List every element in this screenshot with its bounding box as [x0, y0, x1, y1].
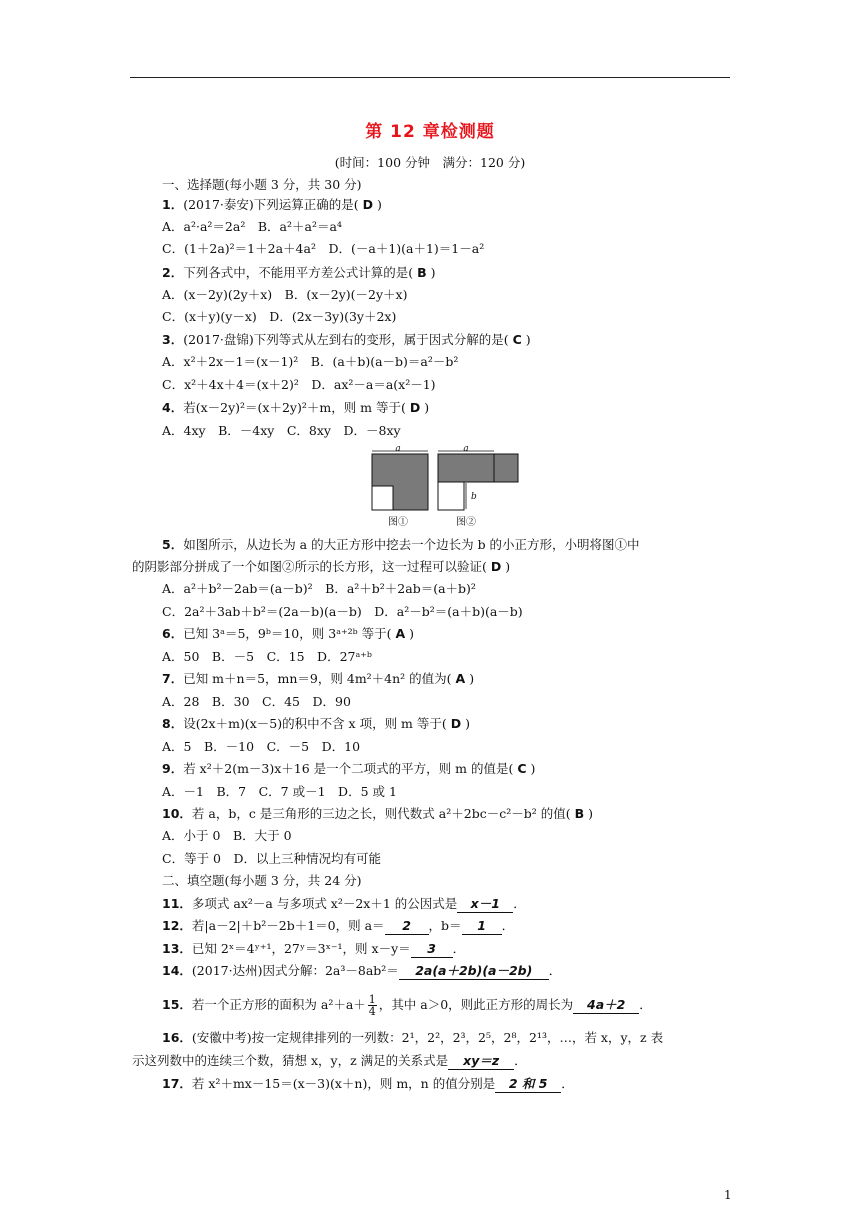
options-row: A．a²·a²＝2a² B．a²＋a²＝a⁴ — [162, 219, 342, 234]
question-5-cont: 的阴影部分拼成了一个如图②所示的长方形，这一过程可以验证( D ) — [132, 559, 511, 574]
options-row: A．5 B．－10 C．－5 D．10 — [162, 739, 361, 754]
options-row: A．50 B．－5 C．15 D．27ᵃ⁺ᵇ — [162, 649, 372, 664]
question-10: 10．若 a，b，c 是三角形的三边之长，则代数式 a²＋2bc－c²－b² 的值( B ) — [162, 806, 593, 821]
page-number: 1 — [724, 1188, 732, 1202]
answer: D — [362, 197, 373, 212]
options-row: A．(x－2y)(2y＋x) B．(x－2y)(－2y＋x) — [162, 287, 408, 302]
answer-blank: x－1 — [457, 896, 513, 913]
question-2: 2．下列各式中，不能用平方差公式计算的是( B ) — [162, 265, 436, 280]
shaded-rect-right — [494, 454, 518, 482]
options-row: A．a²＋b²－2ab＝(a－b)² B．a²＋b²＋2ab＝(a＋b)² — [162, 581, 476, 596]
question-4: 4．若(x－2y)²＝(x＋2y)²＋m，则 m 等于( D ) — [162, 400, 430, 415]
options-row: C．等于 0 D．以上三种情况均有可能 — [162, 851, 382, 866]
empty-rect — [438, 482, 464, 510]
answer-blank: 3 — [411, 941, 453, 958]
question-9: 9．若 x²＋2(m－3)x＋16 是一个二项式的平方，则 m 的值是( C ) — [162, 761, 536, 776]
answer-blank: xy＝z — [448, 1053, 514, 1070]
options-row: A．4xy B．－4xy C．8xy D．－8xy — [162, 423, 401, 438]
options-row: A．－1 B．7 C．7 或－1 D．5 或 1 — [162, 784, 397, 799]
options-row: A．28 B．30 C．45 D．90 — [162, 694, 351, 709]
small-square — [372, 486, 393, 510]
square-rectangle-figure — [368, 446, 520, 528]
answer: D — [409, 400, 421, 415]
answer: D — [490, 559, 502, 574]
answer-blank: 2 和 5 — [495, 1076, 561, 1093]
options-row: C．x²＋4x＋4＝(x＋2)² D．ax²－a＝a(x²－1) — [162, 377, 436, 392]
fraction: $\frac{1}{4}$ — [368, 993, 376, 1018]
question-17: 17．若 x²＋mx－15＝(x－3)(x＋n)，则 m，n 的值分别是 2 和 5 ． — [162, 1076, 574, 1091]
question-14: 14．(2017·达州)因式分解：2a³－8ab²＝ 2a(a＋2b)(a－2b) ． — [162, 963, 562, 978]
question-3: 3．(2017·盘锦)下列等式从左到右的变形，属于因式分解的是( C ) — [162, 332, 531, 347]
question-15: 15．若一个正方形的面积为 a²＋a＋ $\frac{1}{4}$ ，其中 a＞0，则此正方形的周长为 4a＋2 ． — [162, 993, 652, 1018]
answer: C — [517, 761, 527, 776]
question-12: 12．若|a－2|＋b²－2b＋1＝0，则 a＝ 2 ，b＝ 1 ． — [162, 918, 515, 933]
shaded-rect-left — [438, 454, 494, 482]
answer-blank: 4a＋2 — [573, 997, 639, 1014]
question-6: 6．已知 3ᵃ＝5，9ᵇ＝10，则 3ᵃ⁺²ᵇ 等于( A ) — [162, 626, 415, 641]
question-7: 7．已知 m＋n＝5，mn＝9，则 4m²＋4n² 的值为( A ) — [162, 671, 475, 686]
answer: A — [455, 671, 466, 686]
answer: B — [574, 806, 585, 821]
answer: D — [450, 716, 462, 731]
options-row: C．(x＋y)(y－x) D．(2x－3y)(3y＋2x) — [162, 309, 397, 324]
figure-caption-2: 图② — [456, 517, 476, 528]
figure-caption-1: 图① — [388, 517, 408, 528]
top-rule — [130, 77, 730, 78]
options-row: A．x²＋2x－1＝(x－1)² B．(a＋b)(a－b)＝a²－b² — [162, 354, 459, 369]
section-heading-choice: 一、选择题(每小题 3 分，共 30 分) — [162, 177, 362, 192]
answer-blank: 1 — [462, 918, 502, 935]
question-1: 1．(2017·泰安)下列运算正确的是( D ) — [162, 197, 382, 212]
answer-blank: 2 — [385, 918, 429, 935]
answer: C — [512, 332, 522, 347]
options-row: C．(1＋2a)²＝1＋2a＋4a² D．(－a＋1)(a＋1)＝1－a² — [162, 241, 485, 256]
page-title: 第 12 章检测题 — [365, 122, 495, 142]
options-row: A．小于 0 B．大于 0 — [162, 828, 292, 843]
label-b: b — [471, 492, 477, 502]
options-row: C．2a²＋3ab＋b²＝(2a－b)(a－b) D．a²－b²＝(a＋b)(a－b) — [162, 604, 523, 619]
question-5: 5．如图所示，从边长为 a 的大正方形中挖去一个边长为 b 的小正方形，小明将图①中 — [162, 537, 640, 552]
question-8: 8．设(2x＋m)(x－5)的积中不含 x 项，则 m 等于( D ) — [162, 716, 470, 731]
section-heading-fill: 二、填空题(每小题 3 分，共 24 分) — [162, 873, 362, 888]
answer: A — [395, 626, 406, 641]
label-a: a — [395, 446, 401, 454]
question-stem: (2017·泰安)下列运算正确的是( — [183, 197, 359, 212]
question-11: 11．多项式 ax²－a 与多项式 x²－2x＋1 的公因式是 x－1 ． — [162, 896, 526, 911]
exam-info: (时间：100 分钟 满分：120 分) — [334, 155, 526, 170]
label-a: a — [463, 446, 469, 454]
answer: B — [417, 265, 427, 280]
question-number: 1． — [162, 197, 184, 212]
question-16-cont: 示这列数中的连续三个数，猜想 x，y，z 满足的关系式是 xy＝z ． — [132, 1053, 527, 1068]
question-13: 13．已知 2ˣ＝4ʸ⁺¹，27ʸ＝3ˣ⁻¹，则 x－y＝ 3 ． — [162, 941, 466, 956]
answer-blank: 2a(a＋2b)(a－2b) — [399, 963, 549, 980]
question-16: 16．(安徽中考)按一定规律排列的一列数：2¹，2²，2³，2⁵，2⁸，2¹³，…，若 x，y，z 表 — [162, 1030, 664, 1045]
